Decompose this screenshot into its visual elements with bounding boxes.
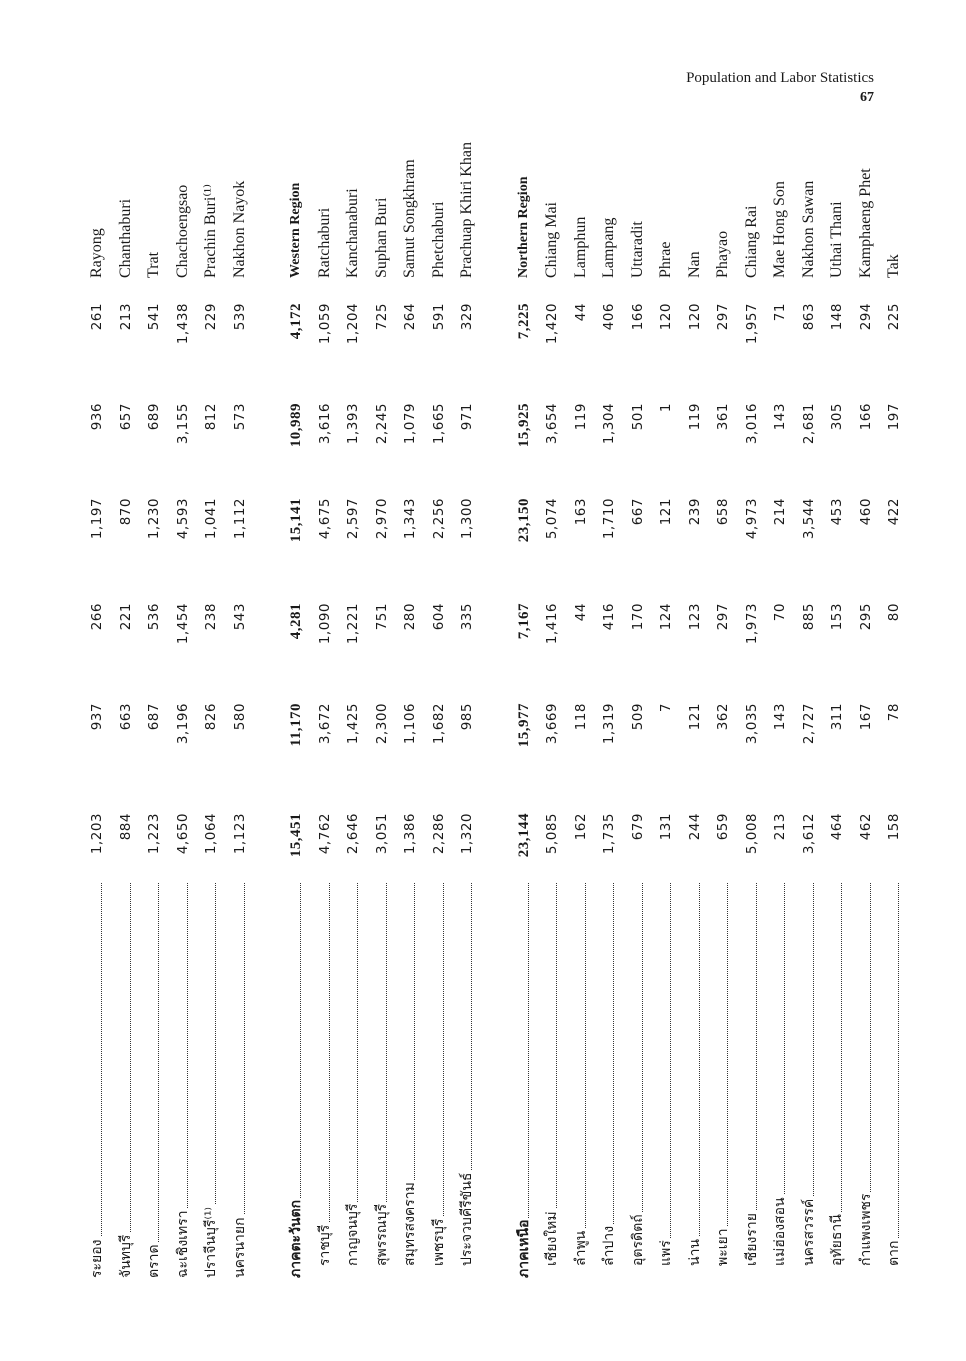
value-cell: 70: [772, 603, 788, 622]
thai-label: แม่ฮ่องสอน: [772, 1195, 788, 1278]
english-province-name: Prachuap Khiri Khan: [458, 142, 475, 278]
value-cell: 3,035: [743, 703, 760, 745]
value-cell: 2,597: [345, 498, 361, 540]
value-cell: 936: [89, 403, 105, 431]
value-cell: 573: [231, 403, 248, 431]
table-row: [226, 178, 254, 1278]
value-cell: 124: [658, 603, 674, 631]
value-cell: 143: [772, 703, 788, 731]
value-cell: 131: [658, 813, 674, 841]
english-province-name: Kanchanaburi: [344, 188, 361, 278]
thai-province-name: [368, 883, 396, 1278]
value-cell: 3,051: [373, 813, 390, 855]
english-province-name: Phetchaburi: [429, 201, 447, 278]
table-row: [709, 178, 737, 1278]
thai-province-name: [766, 883, 794, 1278]
value-cell: 687: [146, 703, 162, 731]
value-cell: 119: [686, 403, 703, 431]
english-province-name: Chiang Rai: [742, 205, 760, 278]
thai-province-name: [282, 883, 310, 1278]
value-cell: 3,672: [316, 703, 333, 745]
value-cell: 143: [772, 403, 788, 431]
value-cell: 1,710: [601, 498, 617, 540]
thai-label: ตราด: [146, 1244, 162, 1278]
dot-leader: [101, 883, 102, 1278]
value-cell: 3,654: [544, 403, 560, 445]
value-cell: 4,650: [174, 813, 191, 855]
english-province-name: Suphan Buri: [372, 197, 390, 278]
page-number: 67: [860, 90, 874, 105]
value-cell: 4,281: [288, 603, 304, 640]
running-title: Population and Labor Statistics: [686, 70, 874, 86]
value-cell: 812: [203, 403, 219, 431]
value-cell: 1,420: [544, 303, 560, 345]
value-cell: 239: [686, 498, 703, 526]
value-cell: 15,451: [288, 813, 304, 858]
thai-province-name: [197, 883, 225, 1278]
table-row: [681, 178, 709, 1278]
thai-province-name: [140, 883, 168, 1278]
value-cell: 3,016: [743, 403, 760, 445]
value-cell: 3,196: [174, 703, 191, 745]
value-cell: 44: [572, 303, 589, 322]
dot-leader: [699, 883, 700, 1278]
thai-label: ระยอง: [89, 1239, 105, 1278]
value-cell: 1,735: [601, 813, 617, 855]
thai-label: นครสวรรค์: [801, 1197, 817, 1278]
table-row: [169, 178, 197, 1278]
value-cell: 2,300: [373, 703, 390, 745]
value-cell: 1,320: [459, 813, 475, 855]
value-cell: 4,973: [743, 498, 760, 540]
thai-province-name: [681, 883, 709, 1278]
value-cell: 1,041: [203, 498, 219, 540]
value-cell: 148: [829, 303, 845, 331]
value-cell: 3,544: [800, 498, 817, 540]
thai-province-name: [226, 883, 254, 1278]
value-cell: 3,612: [800, 813, 817, 855]
thai-label: ฉะเชิงเทรา: [174, 1210, 191, 1278]
value-cell: 501: [629, 403, 646, 431]
thai-province-name: [709, 883, 737, 1278]
table-row: [197, 178, 225, 1278]
value-cell: 297: [715, 303, 731, 331]
value-cell: 580: [231, 703, 248, 731]
value-cell: 543: [231, 603, 248, 631]
value-cell: 305: [829, 403, 845, 431]
english-province-name: Chiang Mai: [543, 202, 560, 278]
statistics-table: [83, 142, 902, 1278]
table-row: [112, 178, 140, 1278]
table-row: [339, 178, 367, 1278]
value-cell: 509: [629, 703, 646, 731]
value-cell: 158: [886, 813, 902, 841]
thai-province-name: [453, 883, 481, 1278]
value-cell: 464: [829, 813, 845, 841]
dot-leader: [613, 883, 614, 1278]
thai-label: ตาก: [886, 1239, 902, 1278]
table-row: [652, 178, 680, 1278]
value-cell: 460: [857, 498, 874, 526]
value-cell: 539: [231, 303, 248, 331]
english-province-name: Chanthaburi: [116, 198, 134, 278]
value-cell: 297: [715, 603, 731, 631]
value-cell: 1,957: [743, 303, 760, 345]
value-cell: 261: [89, 303, 105, 331]
value-cell: 1,386: [402, 813, 418, 855]
thai-label: อุทัยธานี: [829, 1212, 845, 1278]
thai-province-name: [624, 883, 652, 1278]
dot-leader: [158, 883, 159, 1278]
value-cell: 7,225: [515, 303, 532, 340]
value-cell: 751: [373, 603, 390, 631]
value-cell: 10,989: [288, 403, 304, 448]
value-cell: 1,319: [601, 703, 617, 745]
value-cell: 1,223: [146, 813, 162, 855]
value-cell: 1,230: [146, 498, 162, 540]
value-cell: 121: [686, 703, 703, 731]
english-province-name: Uthai Thani: [828, 201, 845, 278]
value-cell: 1,221: [345, 603, 361, 645]
value-cell: 120: [658, 303, 674, 331]
value-cell: 1,665: [430, 403, 447, 445]
value-cell: 937: [89, 703, 105, 731]
value-cell: 80: [886, 603, 902, 622]
value-cell: 2,727: [800, 703, 817, 745]
value-cell: 2,256: [430, 498, 447, 540]
table-row: [852, 168, 880, 1278]
value-cell: 229: [203, 303, 219, 331]
thai-province-name: [83, 883, 111, 1278]
thai-province-name: [652, 883, 680, 1278]
value-cell: 162: [572, 813, 589, 841]
value-cell: 1,123: [231, 813, 248, 855]
value-cell: 1,393: [345, 403, 361, 445]
value-cell: 985: [459, 703, 475, 731]
value-cell: 3,669: [544, 703, 560, 745]
thai-province-name: [169, 883, 197, 1278]
value-cell: 120: [686, 303, 703, 331]
value-cell: 1,090: [316, 603, 333, 645]
table-row: [510, 178, 538, 1278]
english-province-name: Northern Region: [515, 176, 531, 278]
thai-label: ประจวบคีรีขันธ์: [459, 1171, 475, 1278]
thai-province-name: [396, 883, 424, 1278]
thai-label: ราชบุรี: [317, 1223, 333, 1278]
thai-province-name: [339, 883, 367, 1278]
thai-label: จันทบุรี: [117, 1234, 134, 1278]
english-province-name: Ratchaburi: [315, 207, 333, 278]
value-cell: 4,172: [288, 303, 304, 340]
thai-province-name: [795, 883, 823, 1278]
value-cell: 264: [402, 303, 418, 331]
value-cell: 213: [772, 813, 788, 841]
thai-province-name: [567, 883, 595, 1278]
value-cell: 1,197: [89, 498, 105, 540]
thai-province-name: [311, 883, 339, 1278]
value-cell: 971: [459, 403, 475, 431]
value-cell: 294: [857, 303, 874, 331]
value-cell: 362: [715, 703, 731, 731]
value-cell: 1,973: [743, 603, 760, 645]
value-cell: 23,144: [515, 813, 532, 858]
english-province-name: Western Region: [288, 182, 303, 278]
table-row: [880, 178, 908, 1278]
value-cell: 2,970: [373, 498, 390, 540]
value-cell: 123: [686, 603, 703, 631]
dot-leader: [898, 883, 899, 1278]
value-cell: 15,141: [288, 498, 304, 543]
value-cell: 197: [886, 403, 902, 431]
value-cell: 166: [629, 303, 646, 331]
value-cell: 659: [715, 813, 731, 841]
value-cell: 266: [89, 603, 105, 631]
value-cell: 1,112: [231, 498, 248, 540]
dot-leader: [329, 883, 330, 1278]
value-cell: 462: [857, 813, 874, 841]
table-row: [396, 159, 424, 1278]
value-cell: 1,106: [402, 703, 418, 745]
value-cell: 1,064: [203, 813, 219, 855]
value-cell: 213: [117, 303, 134, 331]
value-cell: 7,167: [515, 603, 532, 640]
value-cell: 2,286: [430, 813, 447, 855]
english-province-name: Samut Songkhram: [401, 159, 418, 278]
table-row: [140, 178, 168, 1278]
table-row: [311, 178, 339, 1278]
value-cell: 1,438: [174, 303, 191, 345]
value-cell: 280: [402, 603, 418, 631]
thai-label: นครนายก: [231, 1217, 248, 1278]
value-cell: 225: [886, 303, 902, 331]
value-cell: 2,646: [345, 813, 361, 855]
english-province-name: Phrae: [657, 241, 674, 278]
english-province-name: Tak: [885, 254, 902, 278]
thai-province-name: [852, 883, 880, 1278]
thai-label: ปราจีนบุรี⁽¹⁾: [203, 1207, 219, 1278]
value-cell: 453: [829, 498, 845, 526]
thai-label: เชียงราย: [744, 1211, 760, 1278]
thai-label: สมุทรสงคราม: [402, 1180, 418, 1278]
value-cell: 1,304: [601, 403, 617, 445]
english-province-name: Nakhon Nayok: [230, 180, 248, 278]
table-row: [425, 178, 453, 1278]
value-cell: 863: [800, 303, 817, 331]
table-row: [538, 178, 566, 1278]
thai-label: กาญจนบุรี: [345, 1202, 361, 1278]
thai-province-name: [595, 883, 623, 1278]
thai-label: กำแพงเพชร: [858, 1192, 874, 1278]
value-cell: 826: [203, 703, 219, 731]
value-cell: 15,977: [515, 703, 532, 748]
table-row: [83, 178, 111, 1278]
english-province-name: Chachoengsao: [173, 184, 191, 278]
value-cell: 329: [459, 303, 475, 331]
value-cell: 118: [572, 703, 589, 731]
dot-leader: [130, 883, 131, 1278]
value-cell: 663: [117, 703, 134, 731]
value-cell: 416: [601, 603, 617, 631]
value-cell: 4,675: [316, 498, 333, 540]
thai-province-name: [425, 883, 453, 1278]
value-cell: 5,085: [544, 813, 560, 855]
thai-province-name: [738, 883, 766, 1278]
thai-label: แพร่: [658, 1238, 674, 1278]
value-cell: 1,059: [316, 303, 333, 345]
value-cell: 1,682: [430, 703, 447, 745]
thai-label: สุพรรณบุรี: [374, 1202, 390, 1278]
english-province-name: Nan: [685, 251, 703, 278]
value-cell: 2,245: [373, 403, 390, 445]
value-cell: 7: [658, 703, 674, 713]
value-cell: 689: [146, 403, 162, 431]
value-cell: 221: [117, 603, 134, 631]
value-cell: 406: [601, 303, 617, 331]
value-cell: 885: [800, 603, 817, 631]
value-cell: 163: [572, 498, 589, 526]
english-province-name: Rayong: [88, 228, 105, 278]
value-cell: 44: [572, 603, 589, 622]
value-cell: 121: [658, 498, 674, 526]
thai-label: พะเยา: [715, 1226, 731, 1278]
value-cell: 170: [629, 603, 646, 631]
value-cell: 295: [857, 603, 874, 631]
value-cell: 335: [459, 603, 475, 631]
english-province-name: Uttaradit: [628, 221, 646, 278]
value-cell: 884: [117, 813, 134, 841]
value-cell: 167: [857, 703, 874, 731]
english-province-name: Mae Hong Son: [771, 181, 788, 278]
thai-label: ภาคตะวันตก: [288, 1199, 304, 1278]
english-province-name: Kamphaeng Phet: [856, 168, 874, 278]
table-row: [282, 178, 310, 1278]
value-cell: 3,155: [174, 403, 191, 445]
english-province-name: Phayao: [714, 230, 731, 278]
thai-label: ลำพูน: [573, 1229, 589, 1278]
english-province-name: Lampang: [600, 217, 617, 278]
value-cell: 536: [146, 603, 162, 631]
value-cell: 1: [658, 403, 674, 413]
value-cell: 657: [117, 403, 134, 431]
value-cell: 604: [430, 603, 447, 631]
thai-province-name: [510, 883, 538, 1278]
dot-leader: [670, 883, 671, 1278]
value-cell: 311: [829, 703, 845, 731]
value-cell: 361: [715, 403, 731, 431]
table-row: [624, 178, 652, 1278]
thai-province-name: [538, 883, 566, 1278]
table-row: [567, 178, 595, 1278]
value-cell: 1,204: [345, 303, 361, 345]
table-row: [368, 178, 396, 1278]
table-row: [453, 142, 481, 1278]
english-province-name: Trat: [145, 251, 162, 278]
value-cell: 244: [686, 813, 703, 841]
value-cell: 15,925: [515, 403, 532, 448]
value-cell: 166: [857, 403, 874, 431]
thai-label: ลำปาง: [601, 1224, 617, 1278]
value-cell: 1,425: [345, 703, 361, 745]
value-cell: 591: [430, 303, 447, 331]
value-cell: 1,079: [402, 403, 418, 445]
table-row: [738, 178, 766, 1278]
thai-label: อุตรดิตถ์: [630, 1212, 646, 1278]
value-cell: 667: [629, 498, 646, 526]
value-cell: 214: [772, 498, 788, 526]
value-cell: 541: [146, 303, 162, 331]
english-province-name: Nakhon Sawan: [799, 180, 817, 278]
value-cell: 1,203: [89, 813, 105, 855]
english-province-name: Prachin Buri⁽¹⁾: [202, 184, 219, 278]
value-cell: 1,416: [544, 603, 560, 645]
value-cell: 5,008: [743, 813, 760, 855]
thai-label: เชียงใหม่: [544, 1209, 560, 1278]
table-row: [823, 178, 851, 1278]
table-row: [766, 178, 794, 1278]
table-row: [595, 178, 623, 1278]
thai-province-name: [112, 883, 140, 1278]
value-cell: 725: [373, 303, 390, 331]
thai-label: ภาคเหนือ: [515, 1219, 532, 1278]
value-cell: 153: [829, 603, 845, 631]
value-cell: 679: [629, 813, 646, 841]
value-cell: 658: [715, 498, 731, 526]
dot-leader: [585, 883, 586, 1278]
value-cell: 78: [886, 703, 902, 722]
table-row: [795, 178, 823, 1278]
value-cell: 2,681: [800, 403, 817, 445]
value-cell: 11,170: [288, 703, 304, 747]
value-cell: 119: [572, 403, 589, 431]
value-cell: 1,454: [174, 603, 191, 645]
value-cell: 870: [117, 498, 134, 526]
thai-province-name: [823, 883, 851, 1278]
value-cell: 1,300: [459, 498, 475, 540]
english-province-name: Lamphun: [571, 216, 589, 278]
value-cell: 4,593: [174, 498, 191, 540]
dot-leader: [727, 883, 728, 1278]
value-cell: 3,616: [316, 403, 333, 445]
thai-province-name: [880, 883, 908, 1278]
value-cell: 71: [772, 303, 788, 322]
thai-label: น่าน: [687, 1237, 703, 1278]
value-cell: 1,343: [402, 498, 418, 540]
value-cell: 4,762: [316, 813, 333, 855]
value-cell: 5,074: [544, 498, 560, 540]
thai-label: เพชรบุรี: [431, 1217, 447, 1278]
value-cell: 23,150: [515, 498, 532, 543]
value-cell: 422: [886, 498, 902, 526]
value-cell: 238: [203, 603, 219, 631]
